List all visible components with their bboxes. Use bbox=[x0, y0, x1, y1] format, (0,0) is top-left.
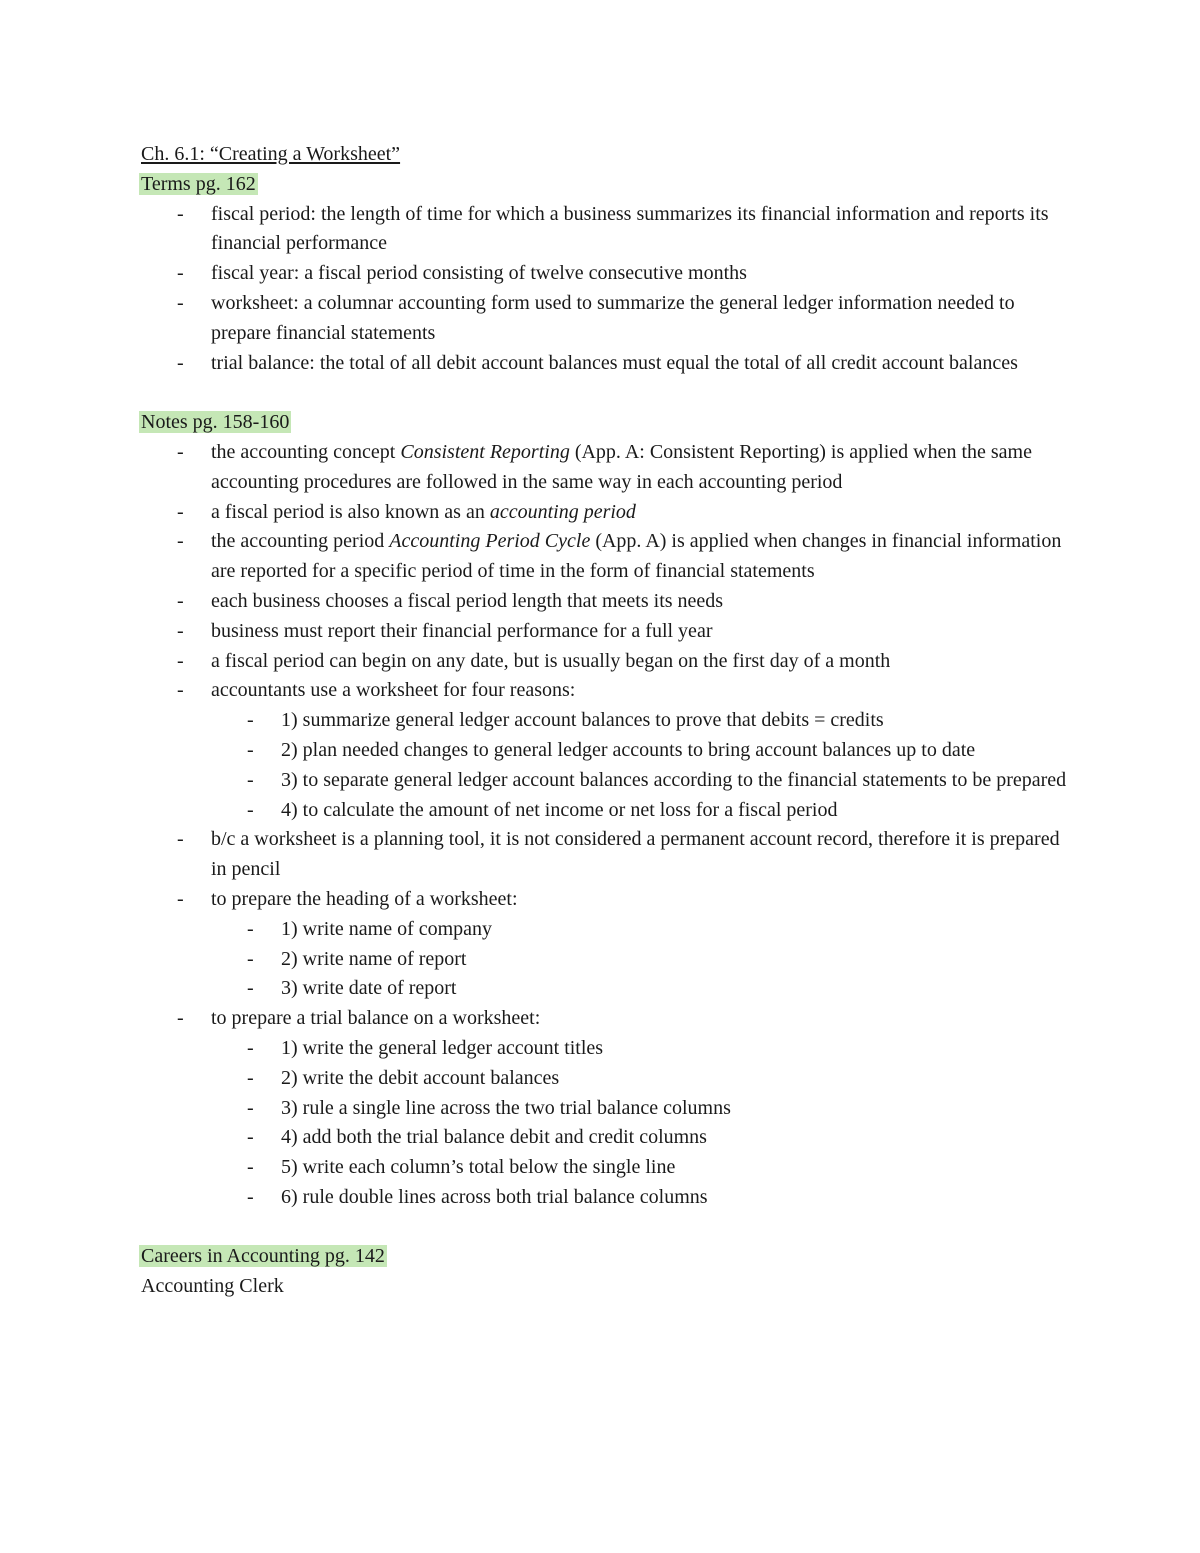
list-item bbox=[141, 200, 1071, 260]
dash-bullet: - bbox=[247, 1066, 254, 1089]
list-item bbox=[141, 498, 1071, 528]
document-title: Ch. 6.1: “Creating a Worksheet” bbox=[141, 143, 401, 165]
list-item bbox=[141, 438, 1071, 498]
list-item: - 3) to separate general ledger account balances according to the financial statements to be prepared bbox=[211, 766, 1071, 796]
dash-bullet: - bbox=[177, 887, 184, 910]
dash-bullet: - bbox=[247, 709, 254, 732]
list-item: - 6) rule double lines across both trial balance columns bbox=[211, 1183, 1071, 1213]
list-item: - 1) write name of company bbox=[211, 915, 1071, 945]
dash-bullet: - bbox=[247, 768, 254, 791]
note-worksheet-heading: to prepare the heading of a worksheet: bbox=[211, 887, 518, 910]
list-item bbox=[141, 825, 1071, 885]
spacer bbox=[141, 1213, 1071, 1243]
list-item: - 3) write date of report bbox=[211, 974, 1071, 1004]
list-item bbox=[141, 1004, 1071, 1213]
list-item bbox=[141, 289, 1071, 349]
dash-bullet: - bbox=[177, 619, 184, 642]
list-item: - 2) plan needed changes to general ledger accounts to bring account balances up to date bbox=[211, 736, 1071, 766]
note-period-length: each business chooses a fiscal period length that meets its needs bbox=[211, 589, 724, 612]
careers-subheading: Accounting Clerk bbox=[141, 1275, 284, 1298]
dash-bullet: - bbox=[177, 500, 184, 523]
trial-balance-steps-list bbox=[211, 1034, 1071, 1213]
careers-heading: Careers in Accounting pg. 142 bbox=[141, 1245, 385, 1268]
note-four-reasons: accountants use a worksheet for four reasons: bbox=[211, 679, 576, 702]
term-trial-balance: trial balance: the total of all debit account balances must equal the total of all credit account balances bbox=[211, 351, 1018, 374]
terms-list bbox=[141, 200, 1071, 379]
dash-bullet: - bbox=[177, 1007, 184, 1030]
dash-bullet: - bbox=[247, 1096, 254, 1119]
notes-heading: Notes pg. 158-160 bbox=[141, 411, 290, 434]
spacer bbox=[141, 378, 1071, 408]
note-accounting-period: a fiscal period is also known as an accounting period bbox=[211, 500, 636, 523]
dash-bullet: - bbox=[247, 1036, 254, 1059]
list-item: - 1) summarize general ledger account balances to prove that debits = credits bbox=[211, 706, 1071, 736]
dash-bullet: - bbox=[177, 679, 184, 702]
dash-bullet: - bbox=[247, 977, 254, 1000]
list-item bbox=[141, 617, 1071, 647]
note-consistent-reporting: the accounting concept Consistent Reporting (App. A: Consistent Reporting) is applied when the same accounting procedures are followed in the same way in each accounting period bbox=[211, 440, 1032, 493]
note-planning-tool: b/c a worksheet is a planning tool, it is not considered a permanent account record, therefore it is prepared in pencil bbox=[211, 828, 1060, 881]
dash-bullet: - bbox=[247, 738, 254, 761]
dash-bullet: - bbox=[247, 917, 254, 940]
term-worksheet: worksheet: a columnar accounting form used to summarize the general ledger information needed to prepare financial statements bbox=[211, 291, 1015, 344]
list-item: - 2) write the debit account balances bbox=[211, 1064, 1071, 1094]
term-fiscal-period: fiscal period: the length of time for which a business summarizes its financial information and reports its financial performance bbox=[211, 202, 1049, 255]
list-item: - 1) write the general ledger account titles bbox=[211, 1034, 1071, 1064]
dash-bullet: - bbox=[247, 1126, 254, 1149]
dash-bullet: - bbox=[177, 589, 184, 612]
notes-list bbox=[141, 438, 1071, 1213]
list-item bbox=[141, 587, 1071, 617]
dash-bullet: - bbox=[177, 262, 184, 285]
dash-bullet: - bbox=[177, 291, 184, 314]
list-item bbox=[141, 676, 1071, 825]
dash-bullet: - bbox=[177, 530, 184, 553]
four-reasons-list bbox=[211, 706, 1071, 825]
dash-bullet: - bbox=[177, 828, 184, 851]
term-fiscal-year: fiscal year: a fiscal period consisting of twelve consecutive months bbox=[211, 262, 747, 285]
dash-bullet: - bbox=[177, 351, 184, 374]
dash-bullet: - bbox=[247, 947, 254, 970]
list-item bbox=[141, 349, 1071, 379]
list-item bbox=[141, 885, 1071, 1004]
note-trial-balance-steps: to prepare a trial balance on a worksheet: bbox=[211, 1007, 541, 1030]
dash-bullet: - bbox=[247, 798, 254, 821]
list-item: - 2) write name of report bbox=[211, 945, 1071, 975]
terms-heading: Terms pg. 162 bbox=[141, 172, 256, 195]
heading-steps-list bbox=[211, 915, 1071, 1004]
dash-bullet: - bbox=[247, 1185, 254, 1208]
list-item: - 5) write each column’s total below the single line bbox=[211, 1153, 1071, 1183]
document-body bbox=[141, 140, 1071, 1302]
list-item: - 3) rule a single line across the two trial balance columns bbox=[211, 1094, 1071, 1124]
list-item bbox=[141, 527, 1071, 587]
list-item bbox=[141, 647, 1071, 677]
dash-bullet: - bbox=[177, 649, 184, 672]
note-period-cycle: the accounting period Accounting Period Cycle (App. A) is applied when changes in financial information are reported for a specific period of time in the form of financial statements bbox=[211, 530, 1062, 583]
note-full-year: business must report their financial performance for a full year bbox=[211, 619, 713, 642]
list-item: - 4) to calculate the amount of net income or net loss for a fiscal period bbox=[211, 796, 1071, 826]
dash-bullet: - bbox=[247, 1156, 254, 1179]
dash-bullet: - bbox=[177, 440, 184, 463]
list-item: - 4) add both the trial balance debit and credit columns bbox=[211, 1123, 1071, 1153]
list-item bbox=[141, 259, 1071, 289]
note-begin-date: a fiscal period can begin on any date, but is usually began on the first day of a month bbox=[211, 649, 891, 672]
dash-bullet: - bbox=[177, 202, 184, 225]
